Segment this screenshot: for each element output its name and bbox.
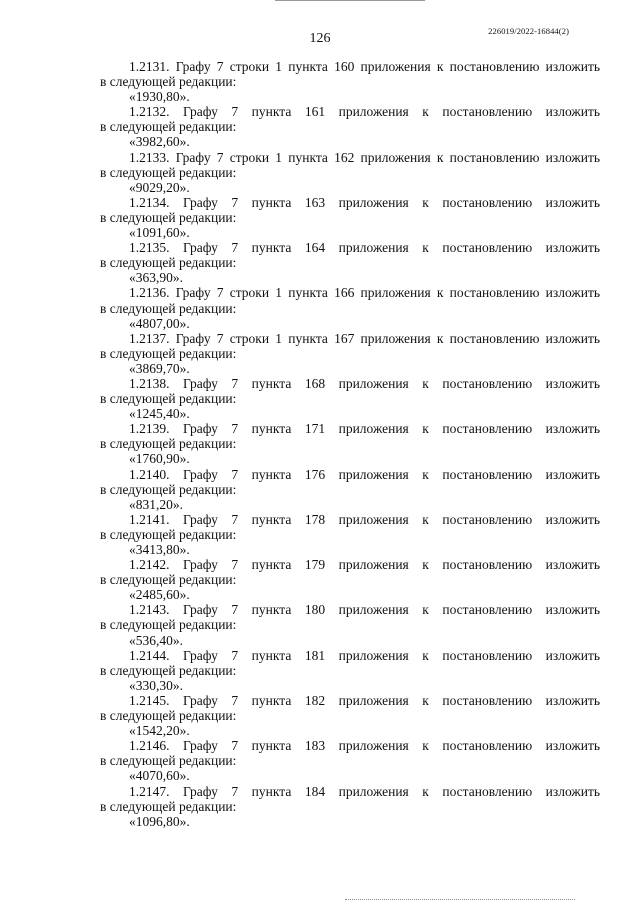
amendment-item [100, 195, 600, 240]
amendment-phrase: в следующей редакции: [100, 164, 237, 180]
bottom-edge-line [345, 899, 575, 901]
amendment-value: «3869,70». [129, 360, 190, 376]
amendment-value: «1542,20». [129, 723, 190, 739]
page-number: 126 [309, 31, 331, 46]
amendment-heading: 1.2134. Графу 7 пункта 163 приложения к постановлению изложить [129, 194, 600, 210]
amendment-phrase: в следующей редакции: [100, 481, 237, 497]
amendment-heading: 1.2131. Графу 7 строки 1 пункта 160 приложения к постановлению изложить [129, 59, 600, 74]
amendment-item [100, 150, 600, 195]
amendment-heading: 1.2132. Графу 7 пункта 161 приложения к постановлению изложить [129, 104, 600, 120]
amendment-item [100, 784, 600, 829]
amendment-item [100, 602, 600, 647]
amendment-item [100, 331, 600, 376]
amendment-phrase: в следующей редакции: [100, 74, 237, 90]
amendment-item [100, 240, 600, 285]
amendment-phrase: в следующей редакции: [100, 436, 237, 452]
amendment-phrase: в следующей редакции: [100, 617, 237, 633]
amendment-value: «3982,60». [129, 134, 190, 150]
amendment-phrase: в следующей редакции: [100, 526, 237, 542]
amendment-value: «536,40». [129, 632, 183, 648]
amendment-phrase: в следующей редакции: [100, 300, 237, 316]
document-id: 226019/2022-16844(2) [488, 26, 569, 36]
amendment-item [100, 512, 600, 557]
amendment-heading: 1.2138. Графу 7 пункта 168 приложения к постановлению изложить [129, 375, 600, 391]
amendment-phrase: в следующей редакции: [100, 119, 237, 135]
amendment-value: «363,90». [129, 270, 183, 286]
amendment-phrase: в следующей редакции: [100, 753, 237, 769]
amendment-heading: 1.2142. Графу 7 пункта 179 приложения к постановлению изложить [129, 557, 600, 573]
amendment-phrase: в следующей редакции: [100, 391, 237, 407]
amendment-value: «1930,80». [129, 89, 190, 105]
amendment-value: «9029,20». [129, 179, 190, 195]
amendment-heading: 1.2136. Графу 7 строки 1 пункта 166 приложения к постановлению изложить [129, 285, 600, 301]
amendment-value: «831,20». [129, 496, 183, 512]
amendment-phrase: в следующей редакции: [100, 572, 237, 588]
amendment-value: «3413,80». [129, 542, 190, 557]
top-edge-line [275, 0, 425, 1]
amendment-value: «4070,60». [129, 768, 190, 784]
amendment-phrase: в следующей редакции: [100, 708, 237, 724]
amendment-heading: 1.2139. Графу 7 пункта 171 приложения к постановлению изложить [129, 421, 600, 437]
amendment-phrase: в следующей редакции: [100, 798, 237, 814]
amendment-heading: 1.2146. Графу 7 пункта 183 приложения к постановлению изложить [129, 738, 600, 754]
amendment-heading: 1.2133. Графу 7 строки 1 пункта 162 приложения к постановлению изложить [129, 149, 600, 165]
amendment-item [100, 648, 600, 693]
amendment-item [100, 59, 600, 104]
amendment-value: «1096,80». [129, 813, 190, 829]
amendment-item [100, 421, 600, 466]
amendment-heading: 1.2141. Графу 7 пункта 178 приложения к постановлению изложить [129, 511, 600, 527]
amendment-value: «4807,00». [129, 315, 190, 331]
amendment-value: «1760,90». [129, 451, 190, 467]
amendment-heading: 1.2137. Графу 7 строки 1 пункта 167 приложения к постановлению изложить [129, 330, 600, 346]
amendment-item [100, 285, 600, 330]
amendment-phrase: в следующей редакции: [100, 662, 237, 678]
amendment-item [100, 693, 600, 738]
amendment-heading: 1.2140. Графу 7 пункта 176 приложения к постановлению изложить [129, 466, 600, 482]
amendment-item [100, 467, 600, 512]
amendment-item [100, 104, 600, 149]
amendment-heading: 1.2135. Графу 7 пункта 164 приложения к постановлению изложить [129, 240, 600, 256]
amendment-value: «330,30». [129, 677, 183, 693]
amendment-value: «2485,60». [129, 587, 190, 603]
amendment-heading: 1.2143. Графу 7 пункта 180 приложения к постановлению изложить [129, 602, 600, 618]
amendment-heading: 1.2147. Графу 7 пункта 184 приложения к постановлению изложить [129, 783, 600, 799]
amendment-item [100, 376, 600, 421]
amendment-heading: 1.2145. Графу 7 пункта 182 приложения к постановлению изложить [129, 692, 600, 708]
amendment-heading: 1.2144. Графу 7 пункта 181 приложения к постановлению изложить [129, 647, 600, 663]
amendment-value: «1245,40». [129, 406, 190, 422]
amendment-phrase: в следующей редакции: [100, 209, 237, 225]
amendment-phrase: в следующей редакции: [100, 255, 237, 271]
amendment-item [100, 557, 600, 602]
document-body [100, 59, 600, 829]
amendment-phrase: в следующей редакции: [100, 345, 237, 361]
amendment-item [100, 738, 600, 783]
amendment-value: «1091,60». [129, 225, 190, 241]
